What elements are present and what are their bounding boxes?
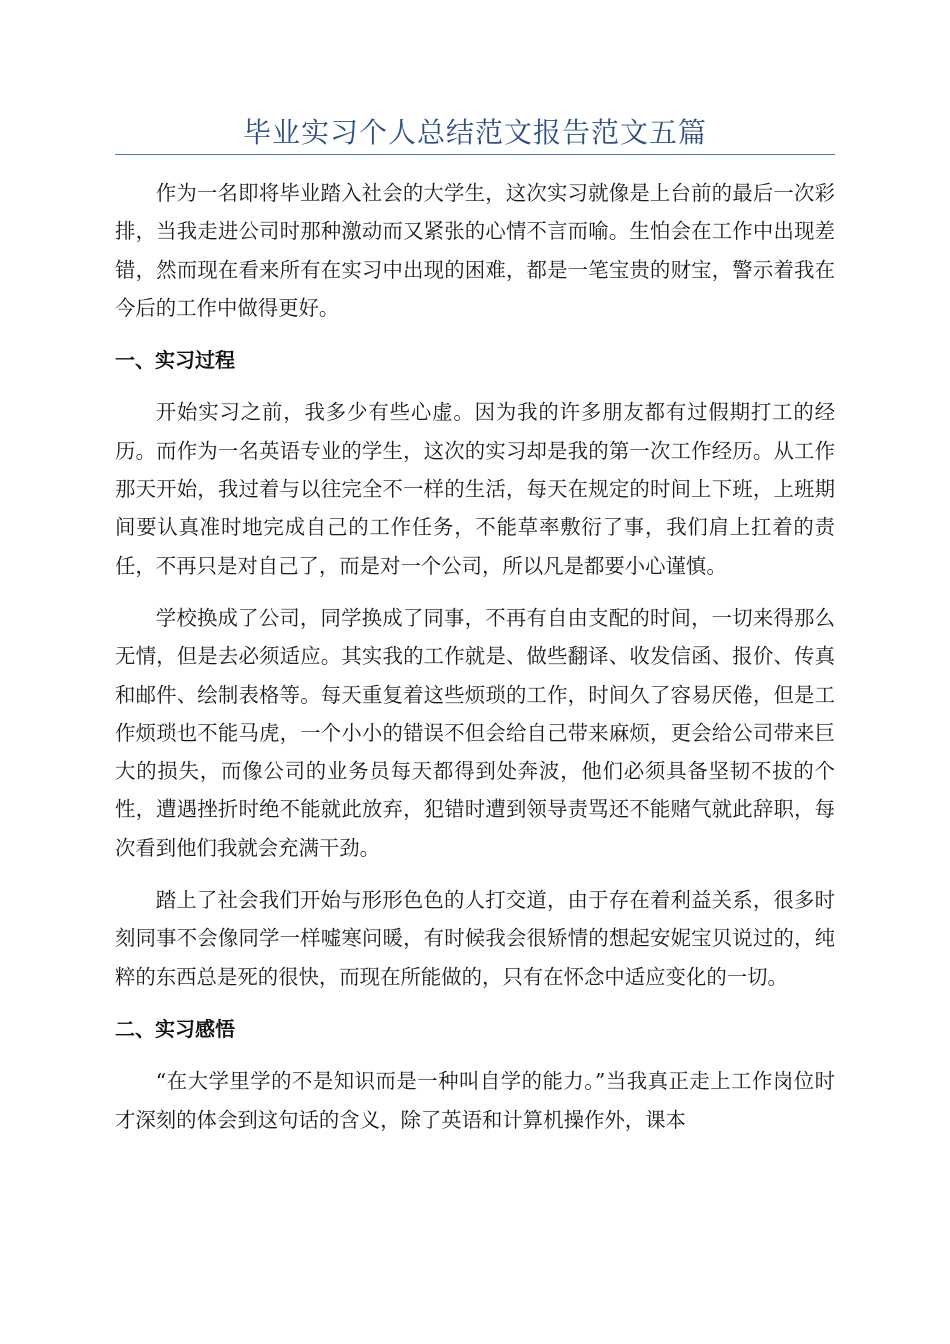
- section-heading-process: 一、实习过程: [115, 348, 235, 373]
- paragraph-process-2: 学校换成了公司，同学换成了同事，不再有自由支配的时间，一切来得那么无情，但是去必须适应。其实我的工作就是、做些翻译、收发信函、报价、传真和邮件、绘制表格等。每天重复着这些烦琐的工作，时间久了容易厌倦，但是工作烦琐也不能马虎，一个小小的错误不但会给自己带来麻烦，更会给公司带来巨大的损失，而像公司的业务员每天都得到处奔波，他们必须具备坚韧不拔的个性，遭遇挫折时绝不能就此放弃，犯错时遭到领导责骂还不能赌气就此辞职，每次看到他们我就会充满干劲。: [115, 605, 835, 860]
- document-title: 毕业实习个人总结范文报告范文五篇: [242, 116, 707, 149]
- title-underline: [115, 154, 835, 155]
- section-heading-reflection: 二、实习感悟: [115, 1016, 235, 1041]
- paragraph-process-3: 踏上了社会我们开始与形形色色的人打交道，由于存在着利益关系，很多时刻同事不会像同学一样嘘寒问暖，有时候我会很矫情的想起安妮宝贝说过的，纯粹的东西总是死的很快，而现在所能做的，只有在怀念中适应变化的一切。: [115, 888, 835, 989]
- paragraph-intro: 作为一名即将毕业踏入社会的大学生，这次实习就像是上台前的最后一次彩排，当我走进公司时那种激动而又紧张的心情不言而喻。生怕会在工作中出现差错，然而现在看来所有在实习中出现的困难，都是一笔宝贵的财宝，警示着我在今后的工作中做得更好。: [115, 181, 835, 320]
- paragraph-process-1: 开始实习之前，我多少有些心虚。因为我的许多朋友都有过假期打工的经历。而作为一名英语专业的学生，这次的实习却是我的第一次工作经历。从工作那天开始，我过着与以往完全不一样的生活，每天在规定的时间上下班，上班期间要认真准时地完成自己的工作任务，不能草率敷衍了事，我们肩上扛着的责任，不再只是对自己了，而是对一个公司，所以凡是都要小心谨慎。: [115, 400, 835, 578]
- paragraph-reflection-1: “在大学里学的不是知识而是一种叫自学的能力。”当我真正走上工作岗位时才深刻的体会到这句话的含义，除了英语和计算机操作外，课本: [115, 1069, 835, 1132]
- document-body: [115, 174, 835, 1153]
